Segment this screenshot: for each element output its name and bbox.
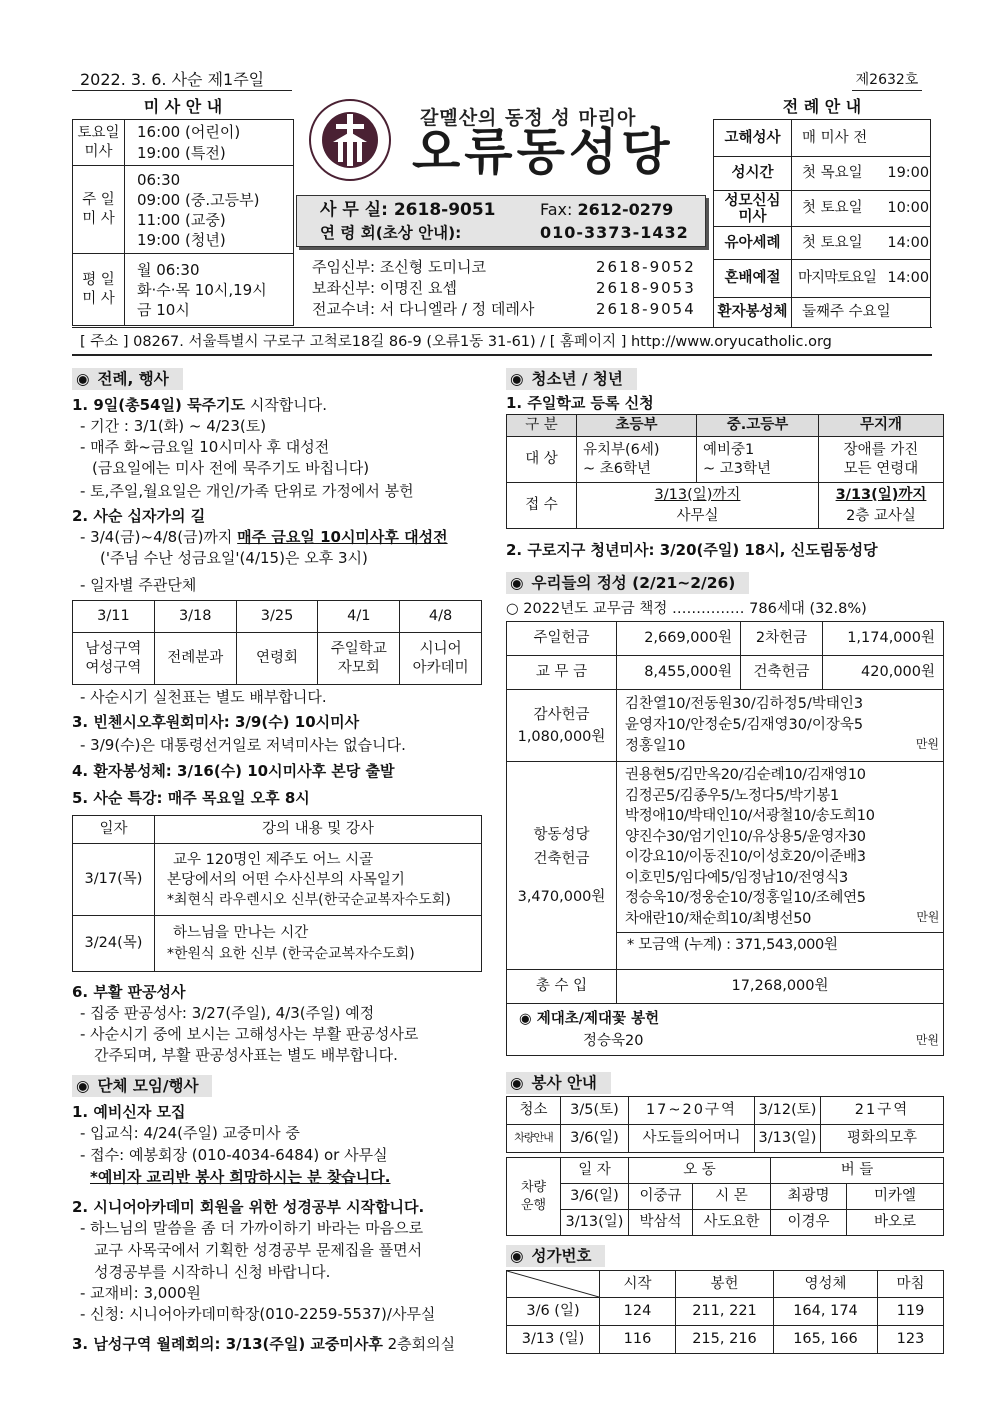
driver-name: 이중규: [629, 1184, 693, 1210]
item-text: - 일자별 주관단체: [80, 576, 197, 594]
staff-role: 보좌신부:: [312, 279, 376, 297]
offering-table: [506, 621, 944, 1056]
driver-label: 차량 운행: [507, 1158, 561, 1236]
service-group: 평화의모후: [821, 1125, 944, 1153]
item-text: - 3/4(금)~4/8(금)까지: [80, 528, 238, 546]
federation-note: (초상 안내):: [375, 224, 462, 242]
mass-time: 19:00 (청년): [137, 230, 226, 249]
school-head: 구 분: [507, 415, 577, 437]
school-head: 무지개: [819, 415, 944, 437]
donor-line: 윤영자10/안정순5/김재영30/이장욱5: [625, 717, 864, 733]
federation-label: 연 령 회: [320, 224, 376, 242]
section-title: 우리들의 정성 (2/21~2/26): [531, 574, 736, 592]
staff-phone: 2618-9054: [596, 300, 696, 318]
item-title: 2. 사순 십자가의 길: [72, 507, 206, 525]
way-group: 시니어 아카데미: [400, 633, 482, 685]
school-target: 유치부(6세) ~ 초6학년: [577, 437, 697, 483]
liturgy-time: 19:00: [887, 157, 931, 191]
item-highlight: 매주 금요일 10시미사후 대성전: [237, 528, 448, 546]
offer-amount: 1,174,000원: [823, 622, 944, 656]
lecture-line: *최현식 라우렌시오 신부(한국순교복자수도회): [167, 891, 451, 908]
lecture-head: 강의 내용 및 강사: [155, 816, 482, 844]
way-group: 연령회: [236, 633, 318, 685]
driver-head: 오 동: [629, 1158, 771, 1184]
hymn-date: 3/13 (일): [507, 1326, 600, 1354]
mass-time: 19:00 (특전): [137, 143, 226, 162]
altar-title: ◉ 제대초/제대꽃 봉헌: [519, 1010, 660, 1027]
unit-label: 만원: [916, 910, 939, 924]
build-amount: 3,470,000원: [517, 888, 606, 905]
driver-name: 시 몬: [693, 1184, 771, 1210]
offer-summary: ○ 2022년도 교무금 책정 …………… 786세대 (32.8%): [506, 601, 867, 617]
item-text: - 입교식: 4/24(주일) 교중미사 중: [80, 1124, 300, 1142]
lecture-line: 본당에서의 어떤 수사신부의 사목일기: [167, 871, 405, 888]
item-text: - 하느님의 말씀을 좀 더 가까이하기 바라는 마음으로: [80, 1219, 424, 1237]
mass-title: 미 사 안 내: [143, 97, 223, 116]
way-group: 남성구역 여성구역: [73, 633, 155, 685]
lecture-line: 교우 120명인 제주도 어느 시골: [173, 851, 374, 868]
item-title: 1. 9일(총54일) 묵주기도: [72, 396, 246, 414]
school-head: 중.고등부: [697, 415, 819, 437]
donor-line: 이강요10/이동진10/이성호20/이준배3: [625, 849, 866, 865]
offer-label: 교 무 금: [507, 656, 617, 690]
hymn-number: 211, 221: [676, 1298, 774, 1326]
liturgy-value: 첫 토요일: [792, 191, 887, 227]
fax-number: 2612-0279: [577, 200, 674, 219]
item-title: 3. 남성구역 월례회의: 3/13(주일) 교중미사후: [72, 1335, 383, 1353]
donor-line: 정홍일10: [625, 738, 686, 754]
mass-time: 금 10시: [137, 300, 190, 319]
donor-line: 이호민5/임다예5/임정남10/전영식3: [625, 869, 848, 886]
staff-name: 조신형 도미니코: [379, 258, 486, 276]
liturgy-label: 고해성사: [714, 120, 792, 157]
liturgy-time: 14:00: [887, 260, 931, 298]
service-label: 차량안내: [507, 1125, 561, 1153]
hymn-number: 215, 216: [676, 1326, 774, 1354]
way-date: 4/8: [400, 601, 482, 633]
address-bar: [ 주소 ] 08267. 서울특별시 구로구 고척로18길 86-9 (오류1동 31-61) / [ 홈페이지 ] http://www.oryucatholic.org: [80, 334, 832, 350]
diagonal-divider-icon: [507, 1271, 599, 1297]
staff-name: 이명진 요셉: [379, 279, 458, 297]
service-group: 17~20구역: [629, 1097, 755, 1125]
hymn-number: 116: [600, 1326, 676, 1354]
bullet-icon: ◉: [76, 1077, 90, 1095]
way-date: 3/18: [154, 601, 236, 633]
unit-label: 만원: [915, 1033, 939, 1047]
church-name: 오류동성당: [412, 123, 674, 181]
lecture-line: 하느님을 만나는 시간: [173, 924, 309, 941]
service-date: 3/5(토): [561, 1097, 629, 1125]
offer-label: 건축헌금: [741, 656, 823, 690]
lecture-line: *한원식 요한 신부 (한국순교복자수도회): [167, 945, 415, 962]
service-group: 사도들의어머니: [629, 1125, 755, 1153]
item-title: 1. 예비신자 모집: [72, 1103, 186, 1121]
school-label: 대 상: [507, 437, 577, 483]
item-text: ('주님 수난 성금요일'(4/15)은 오후 3시): [100, 549, 368, 567]
mass-label: 토요일 미사: [73, 120, 125, 166]
offer-amount: 420,000원: [823, 656, 944, 690]
thanks-amount: 1,080,000원: [517, 728, 606, 745]
item-text: - 집중 판공성사: 3/27(주일), 4/3(주일) 예정: [80, 1004, 375, 1022]
school-deadline: 3/13(일)까지: [835, 486, 927, 503]
total-value: 17,268,000원: [617, 970, 944, 1004]
date-line: 2022. 3. 6. 사순 제1주일: [72, 70, 292, 91]
issue-number: 제2632호: [852, 70, 922, 91]
staff-name: 서 다니엘라 / 정 데레사: [379, 300, 535, 318]
liturgy-label: 환자봉성체: [714, 298, 792, 328]
way-date: 3/25: [236, 601, 318, 633]
lecture-date: 3/17(목): [73, 844, 155, 916]
fax-label: Fax:: [540, 200, 573, 219]
section-title: 전례, 행사: [97, 370, 169, 388]
section-title: 성가번호: [531, 1247, 592, 1265]
service-date: 3/13(일): [755, 1125, 821, 1153]
item-text: 교구 사목국에서 기획한 성경공부 문제집을 풀면서: [94, 1241, 423, 1259]
office-phone: 2618-9051: [393, 200, 496, 220]
liturgy-label: 성모신심 미사: [714, 191, 792, 227]
donor-line: 김정곤5/김종우5/노정다5/박기봉1: [625, 787, 839, 804]
donor-line: 김찬열10/전동원30/김하정5/박태인3: [625, 696, 864, 712]
school-deadline: 3/13(일)까지: [654, 486, 741, 503]
item-text: - 교재비: 3,000원: [80, 1284, 201, 1302]
item-title: 6. 부활 판공성사: [72, 983, 186, 1001]
mass-time: 06:30: [137, 170, 181, 189]
mass-time: 09:00 (중.고등부): [137, 190, 260, 209]
way-date: 4/1: [318, 601, 400, 633]
donor-line: 박정애10/박태인10/서광철10/송도희10: [625, 808, 875, 824]
item-highlight: *예비자 교리반 봉사 희망하시는 분 찾습니다.: [90, 1168, 391, 1186]
mass-time: 화·수·목 10시,19시: [137, 280, 267, 299]
item-title: 2. 시니어아카데미 회원을 위한 성경공부 시작합니다.: [72, 1198, 425, 1216]
driver-table: [506, 1157, 944, 1236]
way-group: 전례분과: [154, 633, 236, 685]
item-title: 3. 빈첸시오후원회미사: 3/9(수) 10시미사: [72, 713, 360, 731]
federation-phone: 010-3373-1432: [540, 223, 689, 242]
driver-name: 이경우: [771, 1210, 847, 1236]
liturgy-title: 전 례 안 내: [782, 97, 862, 116]
school-table: [506, 414, 944, 529]
way-of-cross-table: [72, 600, 482, 685]
offer-amount: 8,455,000원: [617, 656, 741, 690]
hymn-head: 봉헌: [676, 1271, 774, 1298]
driver-date: 3/6(일): [561, 1184, 629, 1210]
bullet-icon: ◉: [510, 1074, 524, 1092]
donor-line: 권용현5/김만옥20/김순례10/김재영10: [625, 767, 866, 783]
driver-date: 3/13(일): [561, 1210, 629, 1236]
office-label: 사 무 실:: [320, 200, 388, 220]
mass-time: 월 06:30: [137, 260, 200, 279]
liturgy-label: 혼배예절: [714, 260, 792, 298]
item-text: - 토,주일,월요일은 개인/가족 단위로 가정에서 봉헌: [80, 482, 414, 500]
staff-role: 전교수녀:: [312, 300, 376, 318]
item-text: 2층회의실: [382, 1335, 456, 1353]
build-label: 건축헌금: [533, 850, 590, 867]
hymn-number: 165, 166: [774, 1326, 878, 1354]
hymn-table: [506, 1270, 944, 1354]
hymn-number: 164, 174: [774, 1298, 878, 1326]
bullet-icon: ◉: [510, 370, 524, 388]
way-date: 3/11: [73, 601, 155, 633]
bullet-icon: ◉: [510, 574, 524, 592]
liturgy-value: 첫 토요일: [792, 227, 887, 260]
staff-phone: 2618-9052: [596, 258, 696, 276]
school-head: 초등부: [577, 415, 697, 437]
liturgy-time: 10:00: [887, 191, 931, 227]
liturgy-label: 성시간: [714, 157, 792, 191]
item-text: - 접수: 예봉회장 (010-4034-6484) or 사무실: [80, 1146, 388, 1164]
item-text: 시작합니다.: [245, 396, 328, 414]
mass-time: 16:00 (어린이): [137, 122, 241, 141]
lecture-head: 일자: [73, 816, 155, 844]
service-date: 3/6(일): [561, 1125, 629, 1153]
unit-label: 만원: [915, 737, 939, 751]
bullet-icon: ◉: [76, 370, 90, 388]
hymn-number: 119: [878, 1298, 944, 1326]
hymn-date: 3/6 (일): [507, 1298, 600, 1326]
altar-name: 정승욱20: [583, 1032, 644, 1049]
item-text: - 3/9(수)은 대통령선거일로 저녁미사는 없습니다.: [80, 736, 406, 754]
item-text: 간주되며, 부활 판공성사표는 별도 배부합니다.: [94, 1046, 398, 1064]
item-text: - 기간 : 3/1(화) ~ 4/23(토): [80, 417, 267, 435]
liturgy-value: 매 미사 전: [792, 120, 931, 157]
donor-line: 정승욱10/정웅순10/정홍일10/조혜연5: [625, 890, 866, 906]
service-group: 21구역: [821, 1097, 944, 1125]
school-label: 접 수: [507, 483, 577, 529]
school-place: 2층 교사실: [846, 507, 916, 524]
mass-label: 주 일 미 사: [73, 166, 125, 254]
lecture-date: 3/24(목): [73, 916, 155, 972]
item-text: - 매주 화~금요일 10시미사 후 대성전: [80, 438, 330, 456]
mass-time: 11:00 (교중): [137, 210, 226, 229]
donor-line: 양진수30/엄기인10/유상용5/윤영자30: [625, 828, 866, 845]
service-label: 청소: [507, 1097, 561, 1125]
driver-name: 최광명: [771, 1184, 847, 1210]
school-target: 장애를 가진 모든 연령대: [819, 437, 944, 483]
liturgy-time: 14:00: [887, 227, 931, 260]
driver-name: 미카엘: [847, 1184, 944, 1210]
section-title: 청소년 / 청년: [531, 370, 623, 388]
church-logo: [308, 98, 392, 182]
section-title: 단체 모임/행사: [97, 1077, 199, 1095]
thanks-label: 감사헌금: [533, 706, 590, 723]
liturgy-value: 첫 목요일: [792, 157, 887, 191]
staff-role: 주임신부:: [312, 258, 376, 276]
liturgy-value: 둘째주 수요일: [792, 298, 931, 328]
liturgy-label: 유아세례: [714, 227, 792, 260]
service-table: [506, 1096, 944, 1153]
offer-amount: 2,669,000원: [617, 622, 741, 656]
mass-table: [72, 119, 294, 326]
staff-phone: 2618-9053: [596, 279, 696, 297]
donor-line: 차애란10/채순희10/최병선50: [625, 910, 812, 927]
driver-head: 버 들: [771, 1158, 944, 1184]
bullet-icon: ◉: [510, 1247, 524, 1265]
item-title: 2. 구로지구 청년미사: 3/20(주일) 18시, 신도림동성당: [506, 541, 878, 559]
item-text: - 사순시기 중에 보시는 고해성사는 부활 판공성사로: [80, 1025, 419, 1043]
item-title: 5. 사순 특강: 매주 목요일 오후 8시: [72, 789, 310, 807]
hymn-head: 시작: [600, 1271, 676, 1298]
section-title: 봉사 안내: [531, 1074, 597, 1092]
school-target: 예비중1 ~ 고3학년: [697, 437, 819, 483]
offer-label: 주일헌금: [507, 622, 617, 656]
hymn-head: 영성체: [774, 1271, 878, 1298]
total-label: 총 수 입: [507, 970, 617, 1004]
driver-head: 일 자: [561, 1158, 629, 1184]
item-text: - 신청: 시니어아카데미학장(010-2259-5537)/사무실: [80, 1305, 436, 1323]
liturgy-table: [713, 119, 931, 328]
item-title: 4. 환자봉성체: 3/16(수) 10시미사후 본당 출발: [72, 762, 395, 780]
service-date: 3/12(토): [755, 1097, 821, 1125]
driver-name: 바오로: [847, 1210, 944, 1236]
item-text: 성경공부를 시작하니 신청 바랍니다.: [94, 1263, 331, 1281]
way-group: 주일학교 자모회: [318, 633, 400, 685]
driver-name: 박삼석: [629, 1210, 693, 1236]
liturgy-value: 마지막토요일: [792, 260, 887, 298]
hymn-head: 마침: [878, 1271, 944, 1298]
driver-name: 사도요한: [693, 1210, 771, 1236]
mass-label: 평 일 미 사: [73, 254, 125, 326]
lecture-table: [72, 815, 482, 972]
item-title: 1. 주일학교 등록 신청: [506, 394, 654, 412]
hymn-number: 124: [600, 1298, 676, 1326]
build-label: 항동성당: [533, 826, 590, 843]
build-total: * 모금액 (누계) : 371,543,000원: [617, 932, 943, 957]
item-text: - 사순시기 실천표는 별도 배부합니다.: [80, 688, 327, 706]
offer-label: 2차헌금: [741, 622, 823, 656]
hymn-number: 123: [878, 1326, 944, 1354]
item-text: (금요일에는 미사 전에 묵주기도 바칩니다): [92, 459, 370, 477]
church-subtitle: 갈멜산의 동정 성 마리아: [420, 107, 637, 129]
school-place: 사무실: [676, 507, 719, 524]
